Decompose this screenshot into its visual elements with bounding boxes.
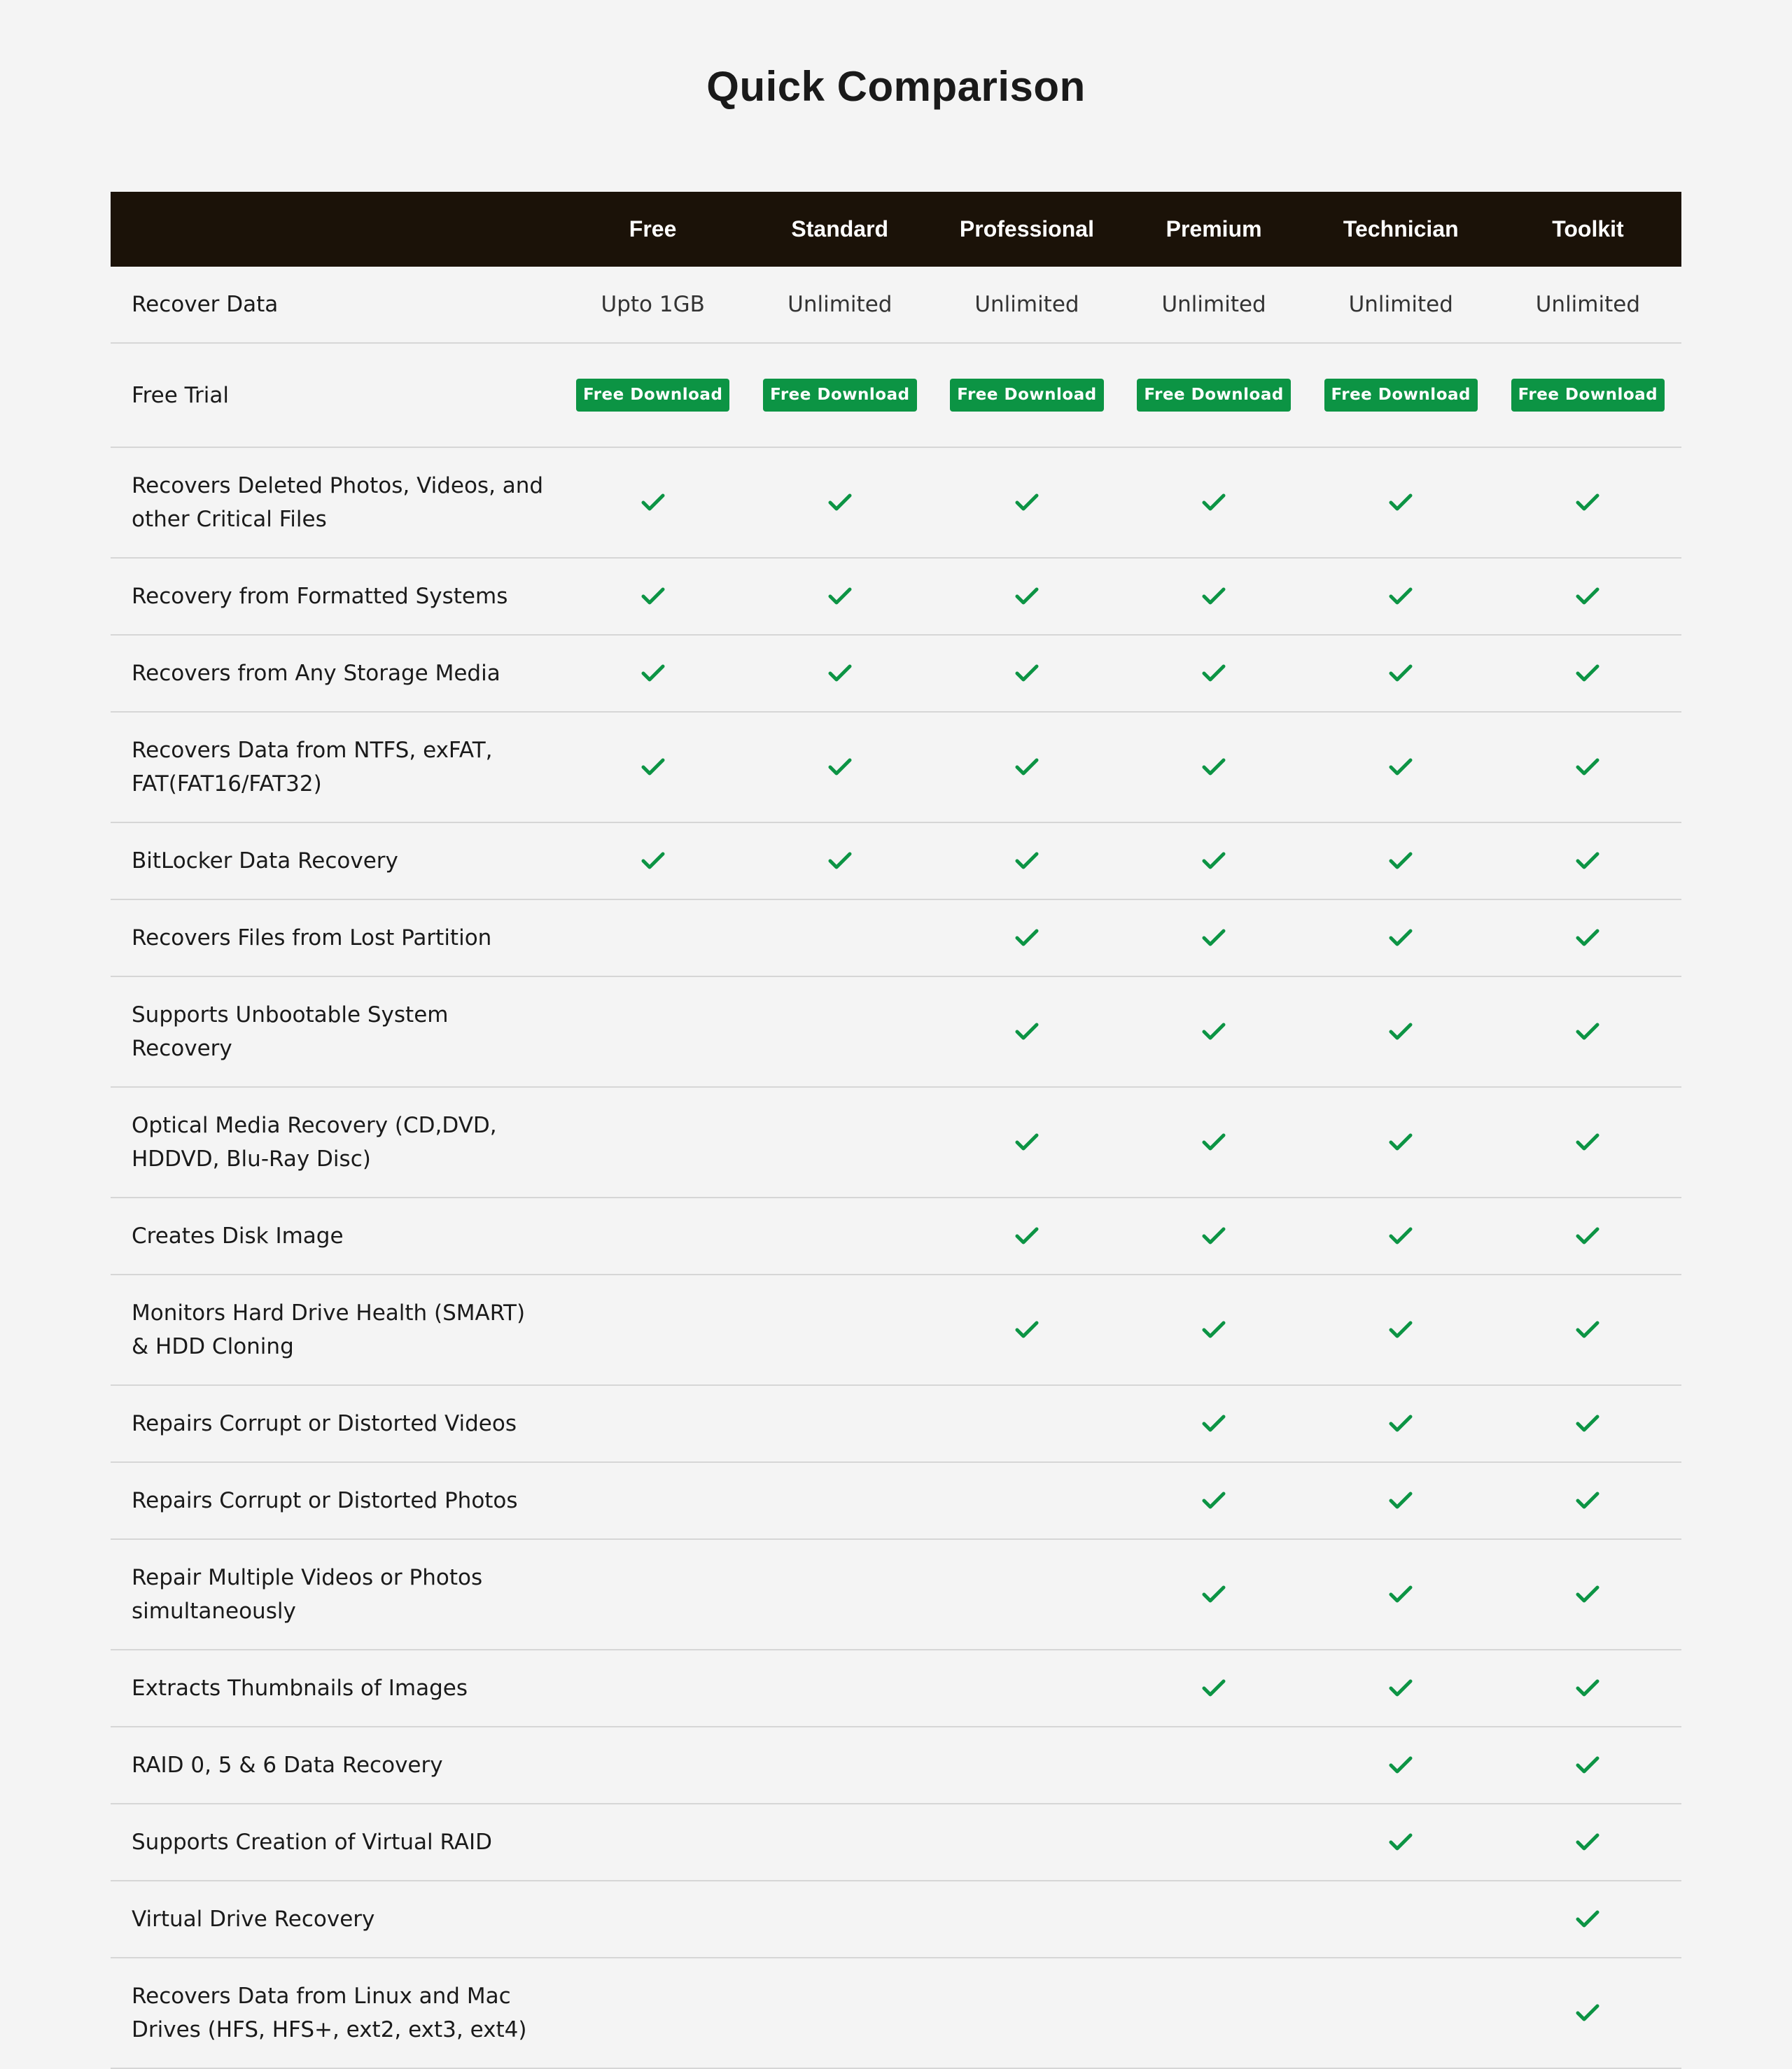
free-trial-label: Free Trial <box>132 382 229 408</box>
feature-cell-toolkit <box>1494 587 1681 606</box>
feature-row <box>111 1650 1681 1727</box>
feature-row <box>111 823 1681 900</box>
feature-label: Virtual Drive Recovery <box>132 1907 375 1932</box>
feature-row <box>111 636 1681 713</box>
feature-cell-toolkit <box>1494 757 1681 777</box>
feature-cell-premium <box>1121 1414 1308 1433</box>
feature-label: Extracts Thumbnails of Images <box>132 1676 468 1701</box>
feature-cell-professional <box>933 587 1120 606</box>
feature-label: Creates Disk Image <box>132 1223 344 1249</box>
checkmark-icon <box>1576 1022 1600 1041</box>
checkmark-icon <box>1389 1491 1413 1510</box>
checkmark-icon <box>1576 1132 1600 1152</box>
checkmark-icon <box>641 493 665 512</box>
feature-cell-premium <box>1121 664 1308 683</box>
checkmark-icon <box>1015 1022 1039 1041</box>
free-download-button-technician[interactable]: Free Download <box>1324 379 1478 412</box>
feature-cell-toolkit <box>1494 1909 1681 1929</box>
checkmark-icon <box>1389 1414 1413 1433</box>
feature-cell-technician <box>1308 1678 1494 1698</box>
recover-data-value: Unlimited <box>974 292 1079 317</box>
feature-cell-professional <box>933 928 1120 948</box>
feature-cell-technician <box>1308 1414 1494 1433</box>
checkmark-icon <box>1389 1320 1413 1340</box>
feature-cell-technician <box>1308 1832 1494 1852</box>
checkmark-icon <box>1389 1678 1413 1698</box>
feature-label: Recovers Deleted Photos, Videos, and other Critical Files <box>132 473 544 532</box>
recover-data-value: Unlimited <box>1535 292 1641 317</box>
feature-label: RAID 0, 5 & 6 Data Recovery <box>132 1753 443 1778</box>
feature-cell-toolkit <box>1494 1832 1681 1852</box>
feature-cell-toolkit <box>1494 851 1681 871</box>
feature-cell-toolkit <box>1494 1320 1681 1340</box>
feature-label: Repairs Corrupt or Distorted Photos <box>132 1488 518 1513</box>
feature-cell-professional <box>933 1132 1120 1152</box>
checkmark-icon <box>1576 2003 1600 2023</box>
plan-header-free: Free <box>629 216 677 241</box>
plan-header-professional: Professional <box>959 216 1094 241</box>
feature-cell-professional <box>933 757 1120 777</box>
checkmark-icon <box>1576 851 1600 871</box>
feature-cell-technician <box>1308 928 1494 948</box>
recover-data-value: Unlimited <box>1161 292 1266 317</box>
checkmark-icon <box>1202 1226 1226 1246</box>
feature-cell-technician <box>1308 1226 1494 1246</box>
feature-row <box>111 1088 1681 1198</box>
free-download-button-toolkit[interactable]: Free Download <box>1511 379 1665 412</box>
checkmark-icon <box>1389 757 1413 777</box>
checkmark-icon <box>1202 1132 1226 1152</box>
checkmark-icon <box>1576 928 1600 948</box>
feature-cell-technician <box>1308 1755 1494 1775</box>
feature-label: BitLocker Data Recovery <box>132 848 398 874</box>
recover-data-value: Upto 1GB <box>601 292 705 317</box>
checkmark-icon <box>1015 928 1039 948</box>
feature-cell-technician <box>1308 664 1494 683</box>
feature-cell-standard <box>746 587 933 606</box>
checkmark-icon <box>1389 1226 1413 1246</box>
checkmark-icon <box>1576 757 1600 777</box>
checkmark-icon <box>828 587 852 606</box>
checkmark-icon <box>1576 1491 1600 1510</box>
feature-cell-free <box>559 493 746 512</box>
checkmark-icon <box>1576 1832 1600 1852</box>
checkmark-icon <box>1202 664 1226 683</box>
feature-row <box>111 1386 1681 1463</box>
feature-row <box>111 1275 1681 1386</box>
feature-cell-toolkit <box>1494 1491 1681 1510</box>
checkmark-icon <box>641 851 665 871</box>
checkmark-icon <box>828 851 852 871</box>
free-download-button-standard[interactable]: Free Download <box>763 379 916 412</box>
feature-cell-premium <box>1121 1226 1308 1246</box>
feature-cell-premium <box>1121 757 1308 777</box>
feature-row <box>111 559 1681 636</box>
checkmark-icon <box>1202 1678 1226 1698</box>
checkmark-icon <box>1576 1585 1600 1604</box>
checkmark-icon <box>1389 493 1413 512</box>
feature-cell-professional <box>933 664 1120 683</box>
feature-cell-toolkit <box>1494 1226 1681 1246</box>
plan-header-technician: Technician <box>1343 216 1459 241</box>
checkmark-icon <box>1015 1320 1039 1340</box>
feature-cell-technician <box>1308 1132 1494 1152</box>
checkmark-icon <box>641 587 665 606</box>
free-trial-row <box>111 344 1681 448</box>
checkmark-icon <box>1202 928 1226 948</box>
feature-cell-technician <box>1308 493 1494 512</box>
feature-row <box>111 1804 1681 1881</box>
feature-row <box>111 713 1681 823</box>
feature-cell-technician <box>1308 1585 1494 1604</box>
table-header <box>111 192 1681 267</box>
recover-data-value: Unlimited <box>1348 292 1453 317</box>
feature-cell-technician <box>1308 1491 1494 1510</box>
checkmark-icon <box>1015 664 1039 683</box>
checkmark-icon <box>1576 493 1600 512</box>
feature-cell-toolkit <box>1494 1678 1681 1698</box>
recover-data-value: Unlimited <box>788 292 892 317</box>
checkmark-icon <box>1015 757 1039 777</box>
checkmark-icon <box>1015 851 1039 871</box>
feature-cell-professional <box>933 1226 1120 1246</box>
checkmark-icon <box>1576 1320 1600 1340</box>
feature-row <box>111 1727 1681 1804</box>
checkmark-icon <box>1576 1678 1600 1698</box>
checkmark-icon <box>1015 1132 1039 1152</box>
feature-cell-free <box>559 664 746 683</box>
checkmark-icon <box>1576 1755 1600 1775</box>
feature-cell-professional <box>933 493 1120 512</box>
feature-cell-toolkit <box>1494 664 1681 683</box>
feature-cell-premium <box>1121 1491 1308 1510</box>
feature-row <box>111 1540 1681 1650</box>
feature-cell-toolkit <box>1494 1414 1681 1433</box>
feature-row <box>111 1958 1681 2069</box>
checkmark-icon <box>641 664 665 683</box>
feature-cell-premium <box>1121 1320 1308 1340</box>
checkmark-icon <box>1389 928 1413 948</box>
checkmark-icon <box>1576 1226 1600 1246</box>
checkmark-icon <box>1202 1585 1226 1604</box>
feature-cell-premium <box>1121 928 1308 948</box>
free-download-button-premium[interactable]: Free Download <box>1137 379 1290 412</box>
checkmark-icon <box>1389 1755 1413 1775</box>
feature-cell-professional <box>933 1022 1120 1041</box>
checkmark-icon <box>1015 587 1039 606</box>
feature-cell-technician <box>1308 851 1494 871</box>
feature-cell-standard <box>746 664 933 683</box>
feature-cell-premium <box>1121 1585 1308 1604</box>
feature-label: Supports Unbootable System Recovery <box>132 1002 449 1061</box>
free-download-button-professional[interactable]: Free Download <box>950 379 1103 412</box>
checkmark-icon <box>1389 1832 1413 1852</box>
feature-label: Optical Media Recovery (CD,DVD, HDDVD, Blu-Ray Disc) <box>132 1113 497 1172</box>
feature-cell-free <box>559 851 746 871</box>
feature-cell-free <box>559 757 746 777</box>
feature-label: Repairs Corrupt or Distorted Videos <box>132 1411 517 1436</box>
feature-cell-toolkit <box>1494 493 1681 512</box>
free-download-button-free[interactable]: Free Download <box>576 379 729 412</box>
feature-cell-professional <box>933 1320 1120 1340</box>
checkmark-icon <box>1202 851 1226 871</box>
feature-row <box>111 977 1681 1088</box>
feature-label: Recovery from Formatted Systems <box>132 584 508 609</box>
feature-cell-toolkit <box>1494 928 1681 948</box>
feature-cell-toolkit <box>1494 1132 1681 1152</box>
checkmark-icon <box>1389 851 1413 871</box>
feature-row <box>111 1198 1681 1275</box>
checkmark-icon <box>828 493 852 512</box>
checkmark-icon <box>828 664 852 683</box>
checkmark-icon <box>1202 1320 1226 1340</box>
feature-cell-standard <box>746 851 933 871</box>
recover-data-label: Recover Data <box>132 292 279 317</box>
feature-cell-standard <box>746 493 933 512</box>
checkmark-icon <box>1389 1132 1413 1152</box>
checkmark-icon <box>1576 664 1600 683</box>
feature-rows <box>111 448 1681 2069</box>
checkmark-icon <box>1389 1585 1413 1604</box>
plan-header-standard: Standard <box>791 216 889 241</box>
feature-cell-technician <box>1308 1320 1494 1340</box>
feature-cell-premium <box>1121 851 1308 871</box>
checkmark-icon <box>1389 1022 1413 1041</box>
checkmark-icon <box>1202 587 1226 606</box>
checkmark-icon <box>828 757 852 777</box>
checkmark-icon <box>1576 1414 1600 1433</box>
feature-row <box>111 900 1681 977</box>
feature-cell-toolkit <box>1494 2003 1681 2023</box>
checkmark-icon <box>1202 1022 1226 1041</box>
checkmark-icon <box>1389 587 1413 606</box>
feature-cell-toolkit <box>1494 1585 1681 1604</box>
feature-cell-toolkit <box>1494 1022 1681 1041</box>
feature-label: Recovers Data from NTFS, exFAT, FAT(FAT16/FAT32) <box>132 738 493 797</box>
feature-cell-premium <box>1121 587 1308 606</box>
checkmark-icon <box>1389 664 1413 683</box>
feature-cell-technician <box>1308 757 1494 777</box>
feature-cell-technician <box>1308 587 1494 606</box>
feature-cell-free <box>559 587 746 606</box>
comparison-table <box>111 192 1681 2069</box>
feature-cell-premium <box>1121 1678 1308 1698</box>
feature-cell-toolkit <box>1494 1755 1681 1775</box>
feature-label: Recovers from Any Storage Media <box>132 661 500 686</box>
feature-cell-premium <box>1121 493 1308 512</box>
checkmark-icon <box>1015 493 1039 512</box>
checkmark-icon <box>1576 1909 1600 1929</box>
feature-cell-premium <box>1121 1132 1308 1152</box>
feature-cell-technician <box>1308 1022 1494 1041</box>
feature-label: Recovers Data from Linux and Mac Drives (HFS, HFS+, ext2, ext3, ext4) <box>132 1984 527 2042</box>
checkmark-icon <box>641 757 665 777</box>
feature-label: Monitors Hard Drive Health (SMART) & HDD Cloning <box>132 1300 526 1359</box>
checkmark-icon <box>1202 757 1226 777</box>
feature-cell-premium <box>1121 1022 1308 1041</box>
feature-row <box>111 1881 1681 1958</box>
checkmark-icon <box>1202 1414 1226 1433</box>
checkmark-icon <box>1576 587 1600 606</box>
page-title: Quick Comparison <box>706 63 1086 110</box>
feature-row <box>111 448 1681 559</box>
feature-label: Repair Multiple Videos or Photos simultaneously <box>132 1565 483 1624</box>
checkmark-icon <box>1202 493 1226 512</box>
feature-label: Supports Creation of Virtual RAID <box>132 1830 492 1855</box>
plan-header-toolkit: Toolkit <box>1552 216 1624 241</box>
feature-label: Recovers Files from Lost Partition <box>132 925 492 951</box>
plan-header-premium: Premium <box>1166 216 1262 241</box>
feature-row <box>111 1463 1681 1540</box>
recover-data-row <box>111 267 1681 344</box>
feature-cell-standard <box>746 757 933 777</box>
checkmark-icon <box>1202 1491 1226 1510</box>
feature-cell-professional <box>933 851 1120 871</box>
checkmark-icon <box>1015 1226 1039 1246</box>
